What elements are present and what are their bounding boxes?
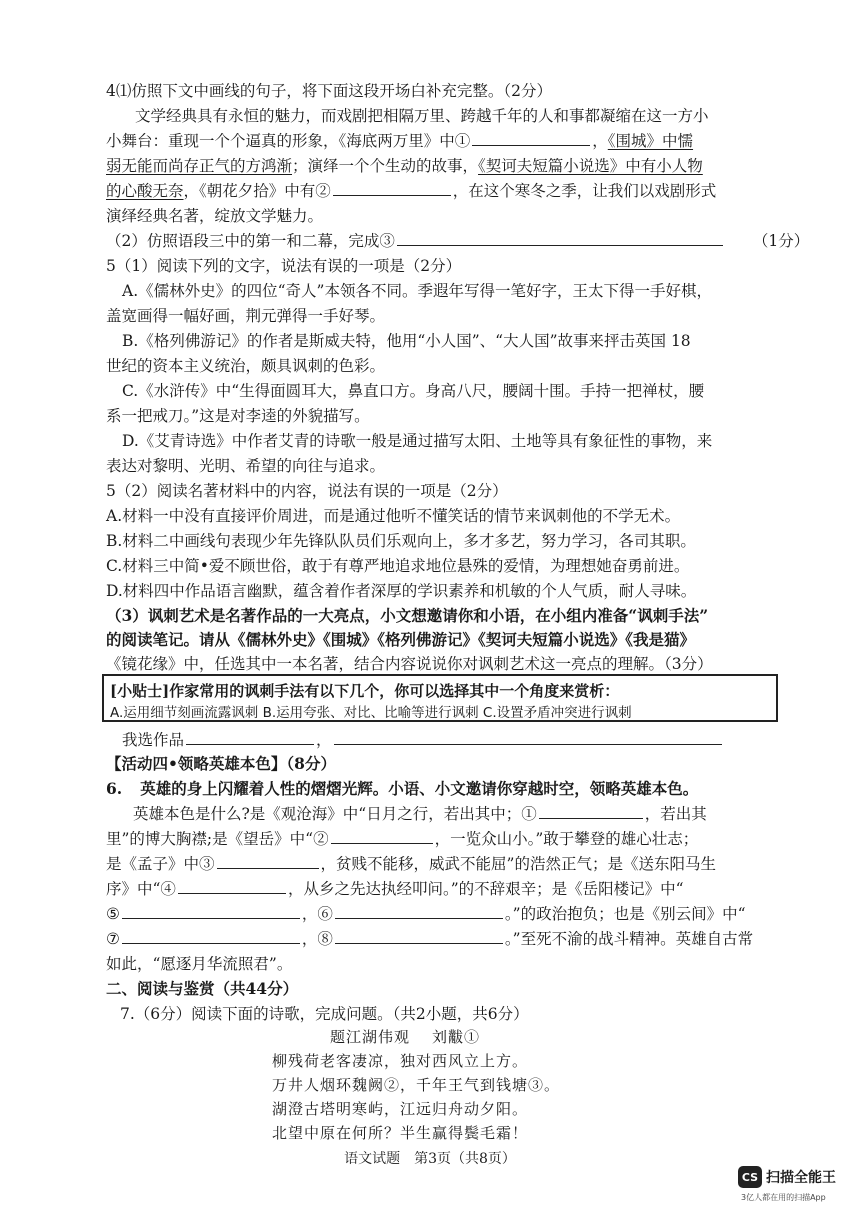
q6-text: ，贫贱不能移，威武不能屈”的浩然正气；是《送东阳马生 [320, 855, 716, 873]
poem-blank-8[interactable] [335, 928, 503, 944]
poem-blank-5[interactable] [122, 903, 300, 919]
choose-work-answer[interactable] [334, 729, 722, 745]
q4-passage-line-3 [106, 154, 703, 176]
q6-line-2 [106, 827, 698, 849]
underlined-sentence: 《围城》中懦 [607, 132, 694, 150]
q6-line-5 [106, 902, 746, 924]
q4-prompt-1: 4⑴仿照下文中画线的句子，将下面这段开场白补充完整。（2分） [106, 82, 552, 100]
q5-option-c-line-2: 系一把戒刀。”这是对李逵的外貌描写。 [106, 407, 370, 425]
poem-line-4: 北望中原在何所？半生赢得鬓毛霜！ [272, 1124, 529, 1142]
answer-blank-1[interactable] [472, 130, 590, 146]
q6-text: ，若出其 [644, 805, 707, 823]
q5-option-a-line-1: A.《儒林外史》的四位“奇人”本领各不同。季遐年写得一笔好字，王太下得一手好棋， [122, 282, 712, 300]
q6-text: ，⑧ [301, 930, 333, 948]
q5-3-prompt-line-2: 的阅读笔记。请从《儒林外史》《围城》《格列佛游记》《契诃夫短篇小说选》《我是猫》 [106, 630, 696, 649]
q6-text: 。”的政治抱负；也是《别云间》中“ [504, 905, 746, 923]
q5-2-option-b: B.材料二中画线句表现少年先锋队队员们乐观向上，多才多艺，努力学习，各司其职。 [106, 532, 696, 550]
q4-passage-line-2 [106, 129, 693, 151]
answer-blank-3[interactable] [397, 230, 723, 246]
q5-option-b-line-1: B.《格列佛游记》的作者是斯威夫特，他用“小人国”、“大人国”故事来抨击英国 18 [122, 332, 691, 350]
scanner-name: 扫描全能王 [766, 1170, 836, 1186]
choose-work-comma: ， [316, 731, 332, 749]
scanner-logo [738, 1166, 836, 1188]
poem-blank-6[interactable] [335, 903, 503, 919]
q5-3-prompt-line-1: （3）讽刺艺术是名著作品的一大亮点，小文想邀请你和小语，在小组内准备“讽刺手法” [106, 606, 709, 625]
q4-text: （2）仿照语段三中的第一和二幕，完成③ [106, 232, 395, 250]
q4-comma: ， [592, 132, 608, 150]
answer-blank-2[interactable] [333, 180, 451, 196]
q6-text: ⑤ [106, 905, 120, 923]
q4-text: ；演绎一个个生动的故事， [292, 157, 479, 175]
q5-option-d-line-1: D.《艾青诗选》中作者艾青的诗歌一般是通过描写太阳、土地等具有象征性的事物，来 [122, 432, 713, 450]
q4-prompt-2 [106, 229, 809, 251]
section-2-title: 二、阅读与鉴赏（共44分） [106, 979, 299, 998]
poem-title: 题江湖伟观 [330, 1028, 411, 1046]
choose-work-row [122, 728, 724, 750]
q4-text: ，《朝花夕拾》中有② [183, 182, 331, 200]
q5-2-option-a: A.材料一中没有直接评价周进，而是通过他听不懂笑话的情节来讽刺他的不学无术。 [106, 507, 681, 525]
q5-3-prompt-line-3: 《镜花缘》中，任选其中一本名著，结合内容说说你对讽刺艺术这一亮点的理解。（3分） [106, 655, 713, 673]
q4-text: ，在这个寒冬之季，让我们以戏剧形式 [452, 182, 717, 200]
poem-line-2: 万井人烟环魏阙②，千年王气到钱塘③。 [272, 1076, 561, 1094]
poem-blank-7[interactable] [122, 928, 300, 944]
choose-work-input[interactable] [186, 729, 314, 745]
q6-prompt [106, 777, 698, 799]
q5-prompt-1: 5（1）阅读下列的文字，说法有误的一项是（2分） [106, 257, 462, 275]
q6-text: 英雄本色是什么?是《观沧海》中“日月之行，若出其中；① [133, 805, 537, 823]
q6-text: 英雄的身上闪耀着人性的熠熠光辉。小语、小文邀请你穿越时空，领略英雄本色。 [140, 779, 699, 798]
q4-score: （1分） [752, 232, 810, 250]
q6-line-4 [106, 877, 684, 899]
q4-text: 小舞台：重现一个个逼真的形象，《海底两万里》中① [106, 132, 471, 150]
page-footer: 语文试题 第3页（共8页） [344, 1151, 516, 1167]
underlined-sentence: 《契诃夫短篇小说选》中有小人物 [478, 157, 703, 175]
poem-author: 刘黻① [432, 1028, 481, 1046]
poem-line-3: 湖澄古塔明寒屿，江远归舟动夕阳。 [272, 1100, 529, 1118]
poem-blank-2[interactable] [331, 828, 433, 844]
underlined-sentence: 的心酸无奈 [106, 182, 184, 200]
q5-option-c-line-1: C.《水浒传》中“生得面圆耳大，鼻直口方。身高八尺，腰阔十围。手持一把禅杖，腰 [122, 382, 705, 400]
q5-prompt-2: 5（2）阅读名著材料中的内容，说法有误的一项是（2分） [106, 482, 508, 500]
q6-line-6 [106, 927, 753, 949]
poem-line-1: 柳残荷老客凄凉，独对西风立上方。 [272, 1052, 529, 1070]
q5-2-option-c: C.材料三中简•爱不顾世俗，敢于有尊严地追求地位悬殊的爱情，为理想她奋勇前进。 [106, 557, 690, 575]
poem-blank-1[interactable] [539, 803, 643, 819]
q6-line-7: 如此，“愿逐月华流照君”。 [106, 955, 293, 973]
q4-passage-line-4 [106, 179, 716, 201]
q5-option-a-line-2: 盖宽画得一幅好画，荆元弹得一手好琴。 [106, 307, 386, 325]
q6-text: 。”至死不渝的战斗精神。英雄自古常 [504, 930, 754, 948]
q6-line-1 [133, 802, 707, 824]
underlined-sentence: 弱无能而尚存正气的方鸿渐 [106, 157, 293, 175]
tip-box [102, 674, 778, 722]
choose-work-label: 我选作品 [122, 731, 185, 749]
q5-option-d-line-2: 表达对黎明、光明、希望的向往与追求。 [106, 457, 386, 475]
q6-text: ，⑥ [301, 905, 333, 923]
tip-options: A.运用细节刻画流露讽刺 B.运用夸张、对比、比喻等进行讽刺 C.设置矛盾冲突进行讽刺 [110, 705, 632, 721]
q6-text: ⑦ [106, 930, 120, 948]
poem-title-row [330, 1026, 480, 1047]
q4-passage-line-1: 文学经典具有永恒的魅力，而戏剧把相隔万里、跨越千年的人和事都凝缩在这一方小 [135, 107, 709, 125]
activity-4-title: 【活动四•领略英雄本色】（8分） [106, 754, 336, 773]
cs-logo-icon: CS [738, 1166, 762, 1188]
poem-blank-3[interactable] [217, 853, 319, 869]
q6-text: 里”的博大胸襟;是《望岳》中“② [106, 830, 329, 848]
q7-prompt: 7.（6分）阅读下面的诗歌，完成问题。（共2小题，共6分） [120, 1005, 529, 1023]
q6-text: ，从乡之先达执经叩问。”的不辞艰辛；是《岳阳楼记》中“ [287, 880, 684, 898]
q5-2-option-d: D.材料四中作品语言幽默，蕴含着作者深厚的学识素养和机敏的个人气质，耐人寻味。 [106, 582, 697, 600]
q5-option-b-line-2: 世纪的资本主义统治，颇具讽刺的色彩。 [106, 357, 386, 375]
q6-number: 6. [106, 779, 123, 798]
q6-text: 是《孟子》中③ [106, 855, 215, 873]
q6-text: 序》中“④ [106, 880, 176, 898]
q6-text: ，一览众山小。”敢于攀登的雄心壮志； [434, 830, 699, 848]
scanner-tagline: 3亿人都在用的扫描App [741, 1193, 826, 1202]
q6-line-3 [106, 852, 716, 874]
q4-passage-line-5: 演绎经典名著，绽放文学魅力。 [106, 207, 324, 225]
tip-title: [小贴士]作家常用的讽刺手法有以下几个，你可以选择其中一个角度来赏析： [110, 682, 620, 700]
poem-blank-4[interactable] [178, 878, 286, 894]
